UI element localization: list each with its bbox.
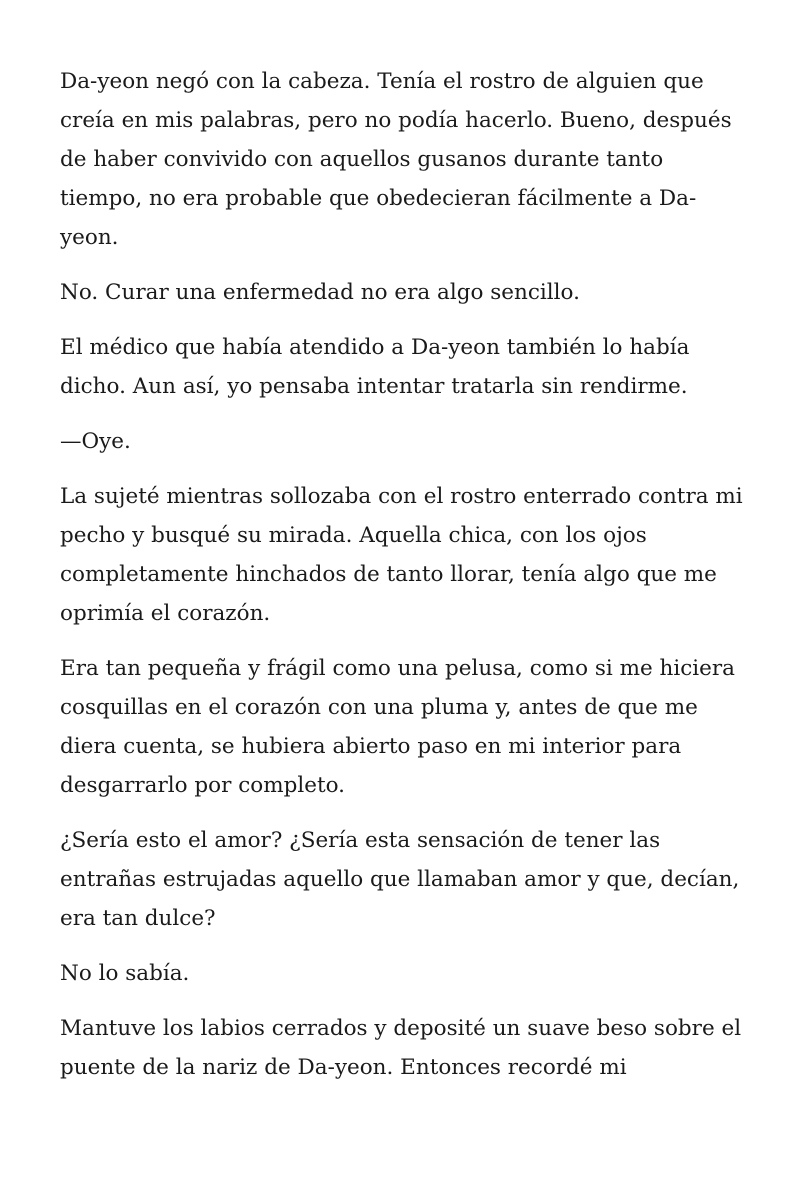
paragraph: No. Curar una enfermedad no era algo sencillo. — [60, 280, 580, 305]
paragraph: ¿Sería esto el amor? ¿Sería esta sensación de tener las entrañas estrujadas aquello que llamaban amor y que, decían, era tan dulce? — [60, 828, 740, 931]
paragraph: Mantuve los labios cerrados y deposité un suave beso sobre el puente de la nariz de Da-yeon. Entonces recordé mi — [60, 1016, 742, 1080]
paragraph: —Oye. — [60, 429, 131, 454]
paragraph: La sujeté mientras sollozaba con el rostro enterrado contra mi pecho y busqué su mirada. Aquella chica, con los ojos completamente hinchados de tanto llorar, tenía algo que me oprimía el corazón. — [60, 484, 743, 626]
paragraph: No lo sabía. — [60, 961, 190, 986]
reading-page — [60, 62, 750, 1103]
paragraph: El médico que había atendido a Da-yeon también lo había dicho. Aun así, yo pensaba intentar tratarla sin rendirme. — [60, 335, 690, 399]
paragraph: Da-yeon negó con la cabeza. Tenía el rostro de alguien que creía en mis palabras, pero no podía hacerlo. Bueno, después de haber convivido con aquellos gusanos durante tanto tiempo, no era probable que obedecieran fácilmente a Da-yeon. — [60, 69, 732, 250]
paragraph: Era tan pequeña y frágil como una pelusa, como si me hiciera cosquillas en el corazón con una pluma y, antes de que me diera cuenta, se hubiera abierto paso en mi interior para desgarrarlo por completo. — [60, 656, 735, 798]
